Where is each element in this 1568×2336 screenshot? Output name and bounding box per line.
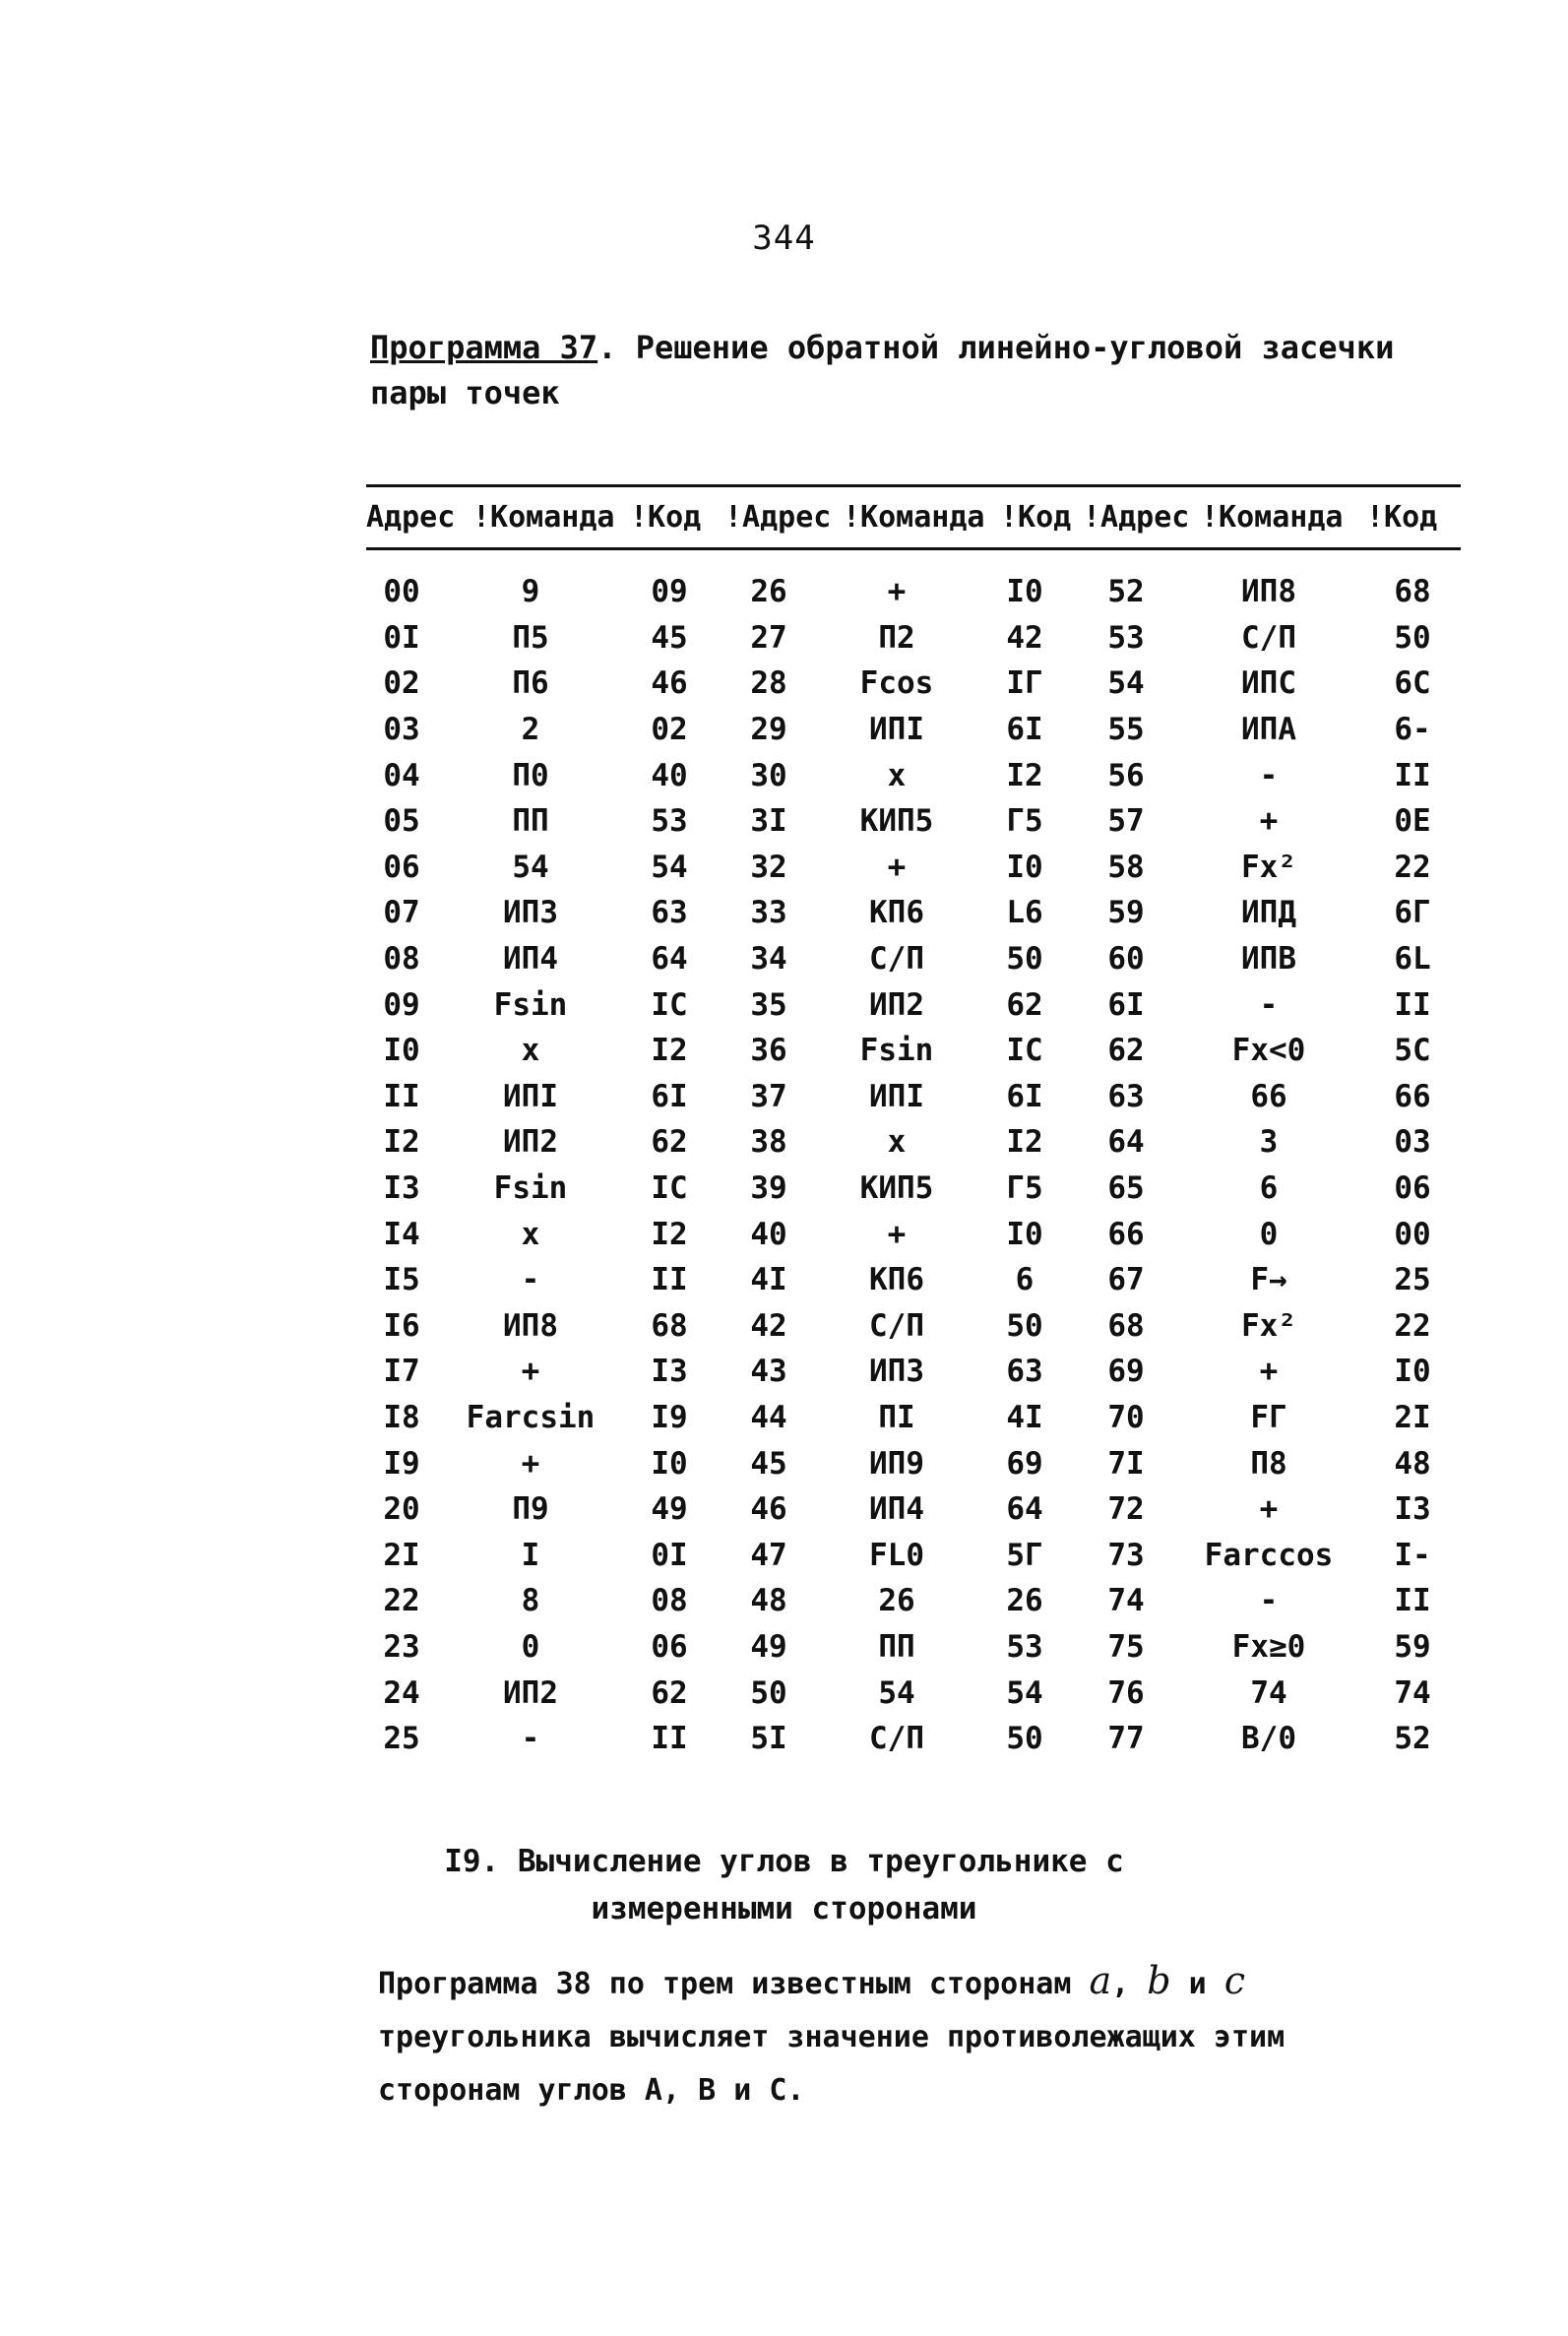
table-row — [366, 1349, 1461, 1395]
address-cell: 69 — [1107, 1354, 1145, 1390]
command-cell: FL0 — [869, 1537, 924, 1573]
table-row — [366, 1028, 1461, 1074]
command-cell: 54 — [512, 849, 549, 885]
address-cell: 68 — [1107, 1307, 1145, 1344]
command-cell: С/П — [869, 1307, 924, 1344]
table-row — [366, 1578, 1461, 1624]
command-cell: 9 — [521, 574, 540, 610]
address-cell: 5I — [750, 1721, 787, 1757]
code-cell: II — [1394, 757, 1431, 793]
code-cell: 50 — [1006, 941, 1043, 978]
address-cell: I6 — [383, 1307, 420, 1344]
command-cell: 26 — [878, 1583, 915, 1619]
section-title-line-2: измеренными сторонами — [591, 1891, 977, 1926]
address-cell: I0 — [383, 1033, 420, 1069]
command-cell: - — [1259, 986, 1279, 1023]
command-cell: ИПС — [1241, 665, 1296, 702]
code-cell: 50 — [1006, 1307, 1043, 1344]
command-cell: x — [887, 1124, 907, 1161]
code-cell: 50 — [1006, 1721, 1043, 1757]
address-cell: 2I — [383, 1537, 420, 1573]
address-cell: 37 — [750, 1078, 787, 1114]
command-cell: ИП8 — [1241, 574, 1296, 610]
table-row — [366, 1395, 1461, 1441]
address-cell: 28 — [750, 665, 787, 702]
address-cell: 76 — [1107, 1674, 1145, 1711]
command-cell: 6 — [1259, 1170, 1279, 1207]
address-cell: 32 — [750, 849, 787, 885]
command-cell: + — [521, 1445, 540, 1482]
address-cell: I8 — [383, 1399, 420, 1435]
table-row — [366, 1303, 1461, 1350]
address-cell: 47 — [750, 1537, 787, 1573]
code-cell: 6I — [651, 1078, 688, 1114]
paragraph-sep-1: , — [1111, 1967, 1148, 2001]
table-row — [366, 1486, 1461, 1533]
address-cell: 03 — [383, 712, 420, 748]
command-cell: - — [1259, 757, 1279, 793]
command-cell: Fcos — [859, 665, 934, 702]
command-cell: ИП2 — [503, 1674, 558, 1711]
code-cell: 0I — [651, 1537, 688, 1573]
code-cell: 74 — [1394, 1674, 1431, 1711]
command-cell: 74 — [1250, 1674, 1287, 1711]
command-cell: КП6 — [869, 1262, 924, 1298]
code-cell: 6С — [1394, 665, 1431, 702]
variable-b: b — [1147, 1959, 1171, 2002]
address-cell: 4I — [750, 1262, 787, 1298]
address-cell: 06 — [383, 849, 420, 885]
address-cell: 38 — [750, 1124, 787, 1161]
command-cell: I — [521, 1537, 540, 1573]
command-cell: ИП9 — [869, 1445, 924, 1482]
address-cell: 52 — [1107, 574, 1145, 610]
address-cell: 23 — [383, 1628, 420, 1665]
address-cell: 74 — [1107, 1583, 1145, 1619]
program-table — [366, 569, 1461, 1761]
code-cell: II — [1394, 1583, 1431, 1619]
code-cell: I0 — [651, 1445, 688, 1482]
code-cell: 54 — [651, 849, 688, 885]
command-cell: Fsin — [493, 986, 568, 1023]
command-cell: С/П — [1241, 619, 1296, 656]
address-cell: II — [383, 1078, 420, 1114]
table-body — [366, 569, 1461, 1761]
code-cell: 06 — [651, 1628, 688, 1665]
table-row — [366, 1532, 1461, 1578]
header-command-3: !Команда — [1201, 500, 1344, 535]
header-command-2: !Команда — [843, 500, 985, 535]
code-cell: IГ — [1006, 665, 1043, 702]
command-cell: x — [521, 1033, 540, 1069]
table-row — [366, 1211, 1461, 1257]
page-number: 344 — [752, 219, 816, 258]
address-cell: 20 — [383, 1491, 420, 1528]
address-cell: 0I — [383, 619, 420, 656]
command-cell: 2 — [521, 712, 540, 748]
command-cell: x — [521, 1216, 540, 1252]
command-cell: ИП2 — [503, 1124, 558, 1161]
code-cell: I0 — [1006, 849, 1043, 885]
address-cell: 66 — [1107, 1216, 1145, 1252]
command-cell: С/П — [869, 941, 924, 978]
header-address-2: !Адрес — [724, 500, 832, 535]
table-row — [366, 1670, 1461, 1716]
code-cell: 68 — [651, 1307, 688, 1344]
command-cell: ИПI — [869, 1078, 924, 1114]
address-cell: 75 — [1107, 1628, 1145, 1665]
address-cell: 02 — [383, 665, 420, 702]
address-cell: 39 — [750, 1170, 787, 1207]
code-cell: 08 — [651, 1583, 688, 1619]
header-address-3: !Адрес — [1083, 500, 1190, 535]
address-cell: 55 — [1107, 712, 1145, 748]
address-cell: 30 — [750, 757, 787, 793]
command-cell: + — [887, 1216, 907, 1252]
address-cell: 50 — [750, 1674, 787, 1711]
address-cell: 70 — [1107, 1399, 1145, 1435]
command-cell: 0 — [1259, 1216, 1279, 1252]
code-cell: 6I — [1006, 712, 1043, 748]
table-row — [366, 707, 1461, 753]
address-cell: 48 — [750, 1583, 787, 1619]
command-cell: ПП — [878, 1628, 915, 1665]
command-cell: С/П — [869, 1721, 924, 1757]
address-cell: 44 — [750, 1399, 787, 1435]
address-cell: 49 — [750, 1628, 787, 1665]
command-cell: + — [887, 849, 907, 885]
command-cell: Fx≥0 — [1231, 1628, 1306, 1665]
code-cell: IC — [651, 1170, 688, 1207]
table-row — [366, 1624, 1461, 1671]
address-cell: 59 — [1107, 895, 1145, 931]
code-cell: II — [651, 1262, 688, 1298]
address-cell: 58 — [1107, 849, 1145, 885]
command-cell: Farccos — [1204, 1537, 1334, 1573]
address-cell: 34 — [750, 941, 787, 978]
command-cell: П6 — [512, 665, 549, 702]
code-cell: 6 — [1015, 1262, 1035, 1298]
table-row — [366, 798, 1461, 845]
program-heading — [370, 325, 1463, 415]
command-cell: В/0 — [1241, 1721, 1296, 1757]
paragraph-rest: треугольника вычисляет значение противолежащих этим сторонам углов А, В и С. — [378, 2020, 1286, 2108]
code-cell: 25 — [1394, 1262, 1431, 1298]
address-cell: 56 — [1107, 757, 1145, 793]
code-cell: 59 — [1394, 1628, 1431, 1665]
code-cell: II — [1394, 986, 1431, 1023]
table-row — [366, 1166, 1461, 1212]
code-cell: 5C — [1394, 1033, 1431, 1069]
header-address-1: Адрес — [366, 500, 456, 535]
code-cell: 06 — [1394, 1170, 1431, 1207]
address-cell: 22 — [383, 1583, 420, 1619]
code-cell: I2 — [1006, 757, 1043, 793]
address-cell: 72 — [1107, 1491, 1145, 1528]
address-cell: I2 — [383, 1124, 420, 1161]
code-cell: 63 — [651, 895, 688, 931]
address-cell: 73 — [1107, 1537, 1145, 1573]
code-cell: II — [651, 1721, 688, 1757]
command-cell: x — [887, 757, 907, 793]
address-cell: 3I — [750, 803, 787, 840]
address-cell: 60 — [1107, 941, 1145, 978]
command-cell: ИПД — [1241, 895, 1296, 931]
address-cell: 24 — [383, 1674, 420, 1711]
code-cell: 6- — [1394, 712, 1431, 748]
address-cell: 53 — [1107, 619, 1145, 656]
command-cell: ИП4 — [869, 1491, 924, 1528]
address-cell: 40 — [750, 1216, 787, 1252]
table-row — [366, 1074, 1461, 1120]
command-cell: Fx² — [1241, 1307, 1296, 1344]
command-cell: - — [1259, 1583, 1279, 1619]
variable-c: c — [1223, 1959, 1246, 2002]
program-label: Программа 37 — [370, 329, 598, 366]
address-cell: 62 — [1107, 1033, 1145, 1069]
code-cell: I2 — [1006, 1124, 1043, 1161]
code-cell: I0 — [1394, 1354, 1431, 1390]
command-cell: КП6 — [869, 895, 924, 931]
code-cell: I0 — [1006, 574, 1043, 610]
address-cell: 05 — [383, 803, 420, 840]
address-cell: 42 — [750, 1307, 787, 1344]
code-cell: 09 — [651, 574, 688, 610]
command-cell: ИП8 — [503, 1307, 558, 1344]
address-cell: 6I — [1107, 986, 1145, 1023]
code-cell: 42 — [1006, 619, 1043, 656]
command-cell: + — [1259, 1354, 1279, 1390]
table-row — [366, 845, 1461, 891]
command-cell: П0 — [512, 757, 549, 793]
address-cell: 57 — [1107, 803, 1145, 840]
code-cell: IC — [1006, 1033, 1043, 1069]
address-cell: 25 — [383, 1721, 420, 1757]
command-cell: Fx<0 — [1231, 1033, 1306, 1069]
command-cell: ИП3 — [503, 895, 558, 931]
address-cell: 63 — [1107, 1078, 1145, 1114]
code-cell: L6 — [1006, 895, 1043, 931]
code-cell: 46 — [651, 665, 688, 702]
header-command-1: !Команда — [472, 500, 615, 535]
variable-a: a — [1089, 1959, 1112, 2002]
header-code-2: !Код — [1000, 500, 1072, 535]
code-cell: I- — [1394, 1537, 1431, 1573]
table-header — [366, 500, 1461, 545]
address-cell: 29 — [750, 712, 787, 748]
address-cell: I7 — [383, 1354, 420, 1390]
table-row — [366, 569, 1461, 615]
table-row — [366, 1257, 1461, 1303]
address-cell: 64 — [1107, 1124, 1145, 1161]
address-cell: 67 — [1107, 1262, 1145, 1298]
code-cell: IC — [651, 986, 688, 1023]
address-cell: 43 — [750, 1354, 787, 1390]
address-cell: I4 — [383, 1216, 420, 1252]
command-cell: ИПА — [1241, 712, 1296, 748]
command-cell: Fsin — [859, 1033, 934, 1069]
command-cell: Fsin — [493, 1170, 568, 1207]
code-cell: 40 — [651, 757, 688, 793]
code-cell: I9 — [651, 1399, 688, 1435]
code-cell: 68 — [1394, 574, 1431, 610]
address-cell: I5 — [383, 1262, 420, 1298]
code-cell: 03 — [1394, 1124, 1431, 1161]
command-cell: 0 — [521, 1628, 540, 1665]
command-cell: 54 — [878, 1674, 915, 1711]
command-cell: ИПВ — [1241, 941, 1296, 978]
table-row — [366, 936, 1461, 982]
code-cell: 62 — [1006, 986, 1043, 1023]
section-paragraph — [378, 1954, 1431, 2117]
code-cell: 69 — [1006, 1445, 1043, 1482]
command-cell: Fx² — [1241, 849, 1296, 885]
code-cell: 62 — [651, 1674, 688, 1711]
code-cell: 5Г — [1006, 1537, 1043, 1573]
command-cell: ИПI — [503, 1078, 558, 1114]
code-cell: 64 — [1006, 1491, 1043, 1528]
command-cell: П8 — [1250, 1445, 1287, 1482]
table-row — [366, 615, 1461, 662]
command-cell: 66 — [1250, 1078, 1287, 1114]
code-cell: 6Г — [1394, 895, 1431, 931]
code-cell: 6I — [1006, 1078, 1043, 1114]
table-row — [366, 1716, 1461, 1762]
command-cell: + — [521, 1354, 540, 1390]
code-cell: 54 — [1006, 1674, 1043, 1711]
command-cell: ИП3 — [869, 1354, 924, 1390]
code-cell: I3 — [651, 1354, 688, 1390]
command-cell: 3 — [1259, 1124, 1279, 1161]
command-cell: ИПI — [869, 712, 924, 748]
table-top-rule — [366, 484, 1461, 487]
code-cell: 45 — [651, 619, 688, 656]
header-code-3: !Код — [1366, 500, 1438, 535]
command-cell: КИП5 — [859, 803, 934, 840]
table-row — [366, 890, 1461, 936]
code-cell: 64 — [651, 941, 688, 978]
code-cell: 62 — [651, 1124, 688, 1161]
code-cell: I3 — [1394, 1491, 1431, 1528]
address-cell: I9 — [383, 1445, 420, 1482]
command-cell: ИП2 — [869, 986, 924, 1023]
command-cell: + — [1259, 1491, 1279, 1528]
code-cell: I0 — [1006, 1216, 1043, 1252]
table-row — [366, 752, 1461, 798]
command-cell: КИП5 — [859, 1170, 934, 1207]
command-cell: ПI — [878, 1399, 915, 1435]
section-title — [0, 1838, 1568, 1932]
code-cell: 48 — [1394, 1445, 1431, 1482]
code-cell: 0E — [1394, 803, 1431, 840]
command-cell: Farcsin — [466, 1399, 596, 1435]
code-cell: 4I — [1006, 1399, 1043, 1435]
address-cell: 45 — [750, 1445, 787, 1482]
code-cell: 50 — [1394, 619, 1431, 656]
code-cell: 00 — [1394, 1216, 1431, 1252]
code-cell: 52 — [1394, 1721, 1431, 1757]
command-cell: П2 — [878, 619, 915, 656]
address-cell: 04 — [383, 757, 420, 793]
table-row — [366, 981, 1461, 1028]
command-cell: - — [521, 1262, 540, 1298]
command-cell: FГ — [1250, 1399, 1287, 1435]
command-cell: + — [887, 574, 907, 610]
code-cell: I2 — [651, 1216, 688, 1252]
address-cell: 09 — [383, 986, 420, 1023]
address-cell: 33 — [750, 895, 787, 931]
table-row — [366, 1440, 1461, 1486]
code-cell: 49 — [651, 1491, 688, 1528]
address-cell: 00 — [383, 574, 420, 610]
command-cell: 8 — [521, 1583, 540, 1619]
code-cell: 6L — [1394, 941, 1431, 978]
command-cell: П9 — [512, 1491, 549, 1528]
address-cell: 65 — [1107, 1170, 1145, 1207]
command-cell: - — [521, 1721, 540, 1757]
program-title: . Решение обратной линейно-угловой засечки пары точек — [370, 329, 1395, 411]
address-cell: 35 — [750, 986, 787, 1023]
code-cell: 26 — [1006, 1583, 1043, 1619]
address-cell: 77 — [1107, 1721, 1145, 1757]
code-cell: Г5 — [1006, 803, 1043, 840]
address-cell: 08 — [383, 941, 420, 978]
paragraph-sep-2: и — [1170, 1967, 1224, 2001]
address-cell: I3 — [383, 1170, 420, 1207]
address-cell: 27 — [750, 619, 787, 656]
table-row — [366, 1119, 1461, 1166]
code-cell: 2I — [1394, 1399, 1431, 1435]
address-cell: 54 — [1107, 665, 1145, 702]
section-title-line-1: I9. Вычисление углов в треугольнике с — [444, 1844, 1124, 1879]
code-cell: 22 — [1394, 1307, 1431, 1344]
address-cell: 36 — [750, 1033, 787, 1069]
command-cell: ПП — [512, 803, 549, 840]
table-header-rule — [366, 547, 1461, 550]
table-row — [366, 661, 1461, 707]
code-cell: 22 — [1394, 849, 1431, 885]
command-cell: + — [1259, 803, 1279, 840]
code-cell: 53 — [1006, 1628, 1043, 1665]
header-code-1: !Код — [630, 500, 702, 535]
code-cell: 53 — [651, 803, 688, 840]
address-cell: 46 — [750, 1491, 787, 1528]
command-cell: П5 — [512, 619, 549, 656]
address-cell: 7I — [1107, 1445, 1145, 1482]
code-cell: 63 — [1006, 1354, 1043, 1390]
paragraph-start: Программа 38 по трем известным сторонам — [378, 1967, 1090, 2001]
command-cell: ИП4 — [503, 941, 558, 978]
address-cell: 26 — [750, 574, 787, 610]
code-cell: I2 — [651, 1033, 688, 1069]
code-cell: Г5 — [1006, 1170, 1043, 1207]
command-cell: F→ — [1250, 1262, 1287, 1298]
address-cell: 07 — [383, 895, 420, 931]
code-cell: 02 — [651, 712, 688, 748]
code-cell: 66 — [1394, 1078, 1431, 1114]
